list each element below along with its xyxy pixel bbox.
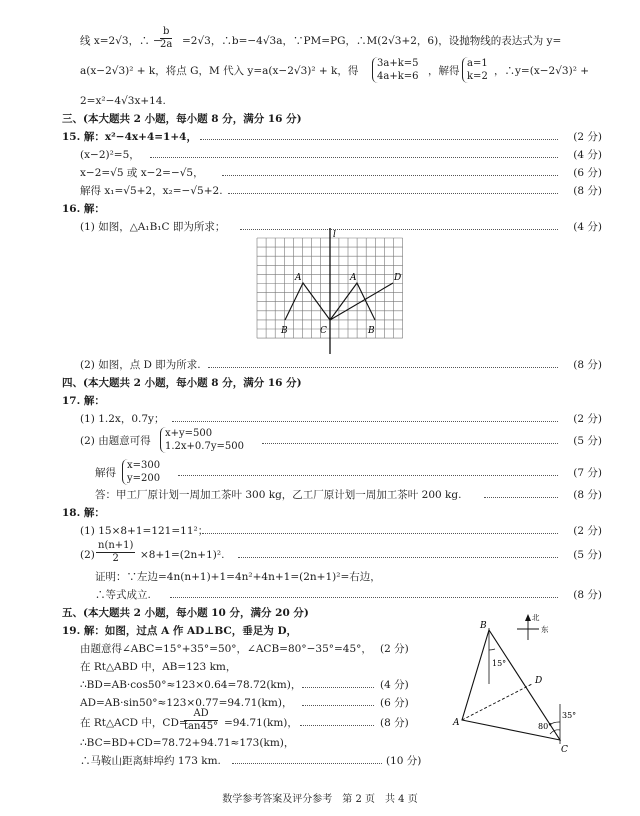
label-east: 东 xyxy=(541,625,549,634)
fraction-denominator: 2 xyxy=(112,553,119,564)
q19-line-7: ∴BC=BD+CD=78.72+94.71≈173(km)， xyxy=(80,737,295,749)
q16-line-2: (2) 如图，点 D 即为所求. xyxy=(80,359,201,371)
score: (8 分) xyxy=(573,489,602,501)
answer-line xyxy=(0,586,640,604)
answer-line xyxy=(0,568,640,586)
dot-leader xyxy=(232,763,382,764)
q17-line-4: 答：甲工厂原计划一周加工茶叶 300 kg，乙工厂原计划一周加工茶叶 200 kg. xyxy=(95,489,462,501)
label-b: B xyxy=(480,621,487,631)
answer-line xyxy=(0,356,640,374)
equation: 3a+k=5 xyxy=(377,58,419,69)
equation-system xyxy=(462,57,488,83)
answer-line xyxy=(0,392,640,410)
dot-leader xyxy=(302,687,374,688)
fraction-numerator: b xyxy=(160,26,172,39)
answer-line xyxy=(0,58,640,82)
q18-line-1: (1) 15×8+1=121=11²； xyxy=(80,525,209,537)
answer-line xyxy=(0,164,640,182)
answer-line xyxy=(0,540,640,564)
equation: x+y=500 xyxy=(165,428,213,439)
dot-leader xyxy=(202,533,558,534)
score: (4 分) xyxy=(380,679,409,691)
top-line-2a: a(x−2√3)² + k，将点 G，M 代入 y=a(x−2√3)² + k，得 xyxy=(80,65,359,77)
dot-leader xyxy=(262,443,558,444)
dot-leader xyxy=(300,725,374,726)
label-c: C xyxy=(320,326,327,336)
q15-line-1: 15. 解：x²−4x+4=1+4， xyxy=(62,131,197,143)
q19-line-5: AD=AB·sin50°≈123×0.77=94.71(km)， xyxy=(80,697,293,709)
answer-line xyxy=(0,182,640,200)
label-north: 北 xyxy=(532,613,540,622)
q15-line-2: (x−2)²=5， xyxy=(80,149,140,161)
fraction-n-n1-over-2 xyxy=(96,540,135,565)
answer-line xyxy=(0,146,640,164)
top-line-1a: 线 x=2√3，∴ − xyxy=(80,35,162,47)
label-d: D xyxy=(394,273,402,283)
score: (5 分) xyxy=(573,435,602,447)
top-line-2b: ，解得 xyxy=(428,65,460,77)
q19-line-8: ∴马鞍山距离蚌埠约 173 km. xyxy=(80,755,221,767)
q19-line-2: 由题意得∠ABC=15°+35°=50°，∠ACB=80°−35°=45°， xyxy=(80,643,372,655)
angle-35-label: 35° xyxy=(562,711,577,720)
equation: y=200 xyxy=(127,473,161,484)
top-line-2c: ，∴y=(x−2√3)² + xyxy=(494,65,590,77)
q18-line-3: 证明：∵左边=4n(n+1)+1=4n²+4n+1=(2n+1)²=右边， xyxy=(95,571,381,583)
q16-line-1: (1) 如图，△A₁B₁C 即为所求； xyxy=(80,221,226,233)
label-b: B xyxy=(281,326,288,336)
score: (8 分) xyxy=(380,717,409,729)
q19-line-6a: 在 Rt△ACD 中，CD= xyxy=(80,717,188,729)
score: (2 分) xyxy=(380,643,409,655)
answer-line xyxy=(0,410,640,428)
q19-line-1: 19. 解：如图，过点 A 作 AD⊥BC，垂足为 D， xyxy=(62,625,298,637)
equation-system xyxy=(372,57,419,83)
dot-leader xyxy=(170,597,558,598)
answer-line xyxy=(0,428,640,452)
q19-line-6b: =94.71(km)， xyxy=(224,717,298,729)
q18-line-2b: ×8+1=(2n+1)². xyxy=(140,549,225,561)
dot-leader xyxy=(150,157,558,158)
score: (4 分) xyxy=(573,149,602,161)
label-l: l xyxy=(333,230,336,240)
answer-line xyxy=(0,522,640,540)
dot-leader xyxy=(302,705,374,706)
equation-system xyxy=(122,459,160,485)
answer-line xyxy=(0,460,640,484)
score: (2 分) xyxy=(573,525,602,537)
equation-system xyxy=(160,427,244,453)
fraction-ad-over-tan45 xyxy=(184,708,218,733)
q17-line-2: (2) 由题意可得 xyxy=(80,435,151,447)
score: (10 分) xyxy=(386,755,422,767)
dot-leader xyxy=(178,475,558,476)
section-4-title: 四、(本大题共 2 小题，每小题 8 分，满分 16 分) xyxy=(62,377,302,389)
q17-head: 17. 解： xyxy=(62,395,105,407)
dot-leader xyxy=(238,557,558,558)
score: (6 分) xyxy=(380,697,409,709)
score: (8 分) xyxy=(573,589,602,601)
q18-line-4: ∴等式成立. xyxy=(95,589,151,601)
answer-line xyxy=(0,92,640,110)
label-b1: B xyxy=(368,326,375,336)
altitude-ad xyxy=(462,684,532,720)
q15-line-4: 解得 x₁=√5+2，x₂=−√5+2. xyxy=(80,185,223,197)
q18-head: 18. 解： xyxy=(62,507,105,519)
label-a: A xyxy=(295,273,302,283)
q16-head: 16. 解： xyxy=(62,203,105,215)
angle-80-label: 80° xyxy=(538,722,553,731)
label-c: C xyxy=(561,745,568,755)
q17-line-3: 解得 xyxy=(95,467,116,479)
answer-line xyxy=(0,486,640,504)
equation: a=1 xyxy=(467,58,488,69)
equation: 4a+k=6 xyxy=(377,71,419,82)
dot-leader xyxy=(484,497,558,498)
dot-leader xyxy=(222,175,558,176)
answer-line xyxy=(0,504,640,522)
score: (4 分) xyxy=(573,221,602,233)
label-d: D xyxy=(535,676,543,686)
q17-line-1: (1) 1.2x，0.7y； xyxy=(80,413,165,425)
answer-line xyxy=(0,128,640,146)
equation: x=300 xyxy=(127,460,161,471)
fraction-denominator: tan45° xyxy=(184,721,219,732)
dot-leader xyxy=(228,193,558,194)
score: (5 分) xyxy=(573,549,602,561)
equation: 1.2x+0.7y=500 xyxy=(165,441,244,452)
score: (7 分) xyxy=(573,467,602,479)
section-5-title: 五、(本大题共 2 小题，每小题 10 分，满分 20 分) xyxy=(62,607,309,619)
north-arrow-icon xyxy=(525,614,531,621)
fraction-denominator: 2a xyxy=(160,39,173,50)
page-footer: 数学参考答案及评分参考 第 2 页 共 4 页 xyxy=(222,794,418,805)
fraction-numerator: AD xyxy=(184,708,218,721)
q19-figure xyxy=(448,612,593,762)
q19-line-3: 在 Rt△ABD 中，AB=123 km， xyxy=(80,661,237,673)
q15-line-3: x−2=√5 或 x−2=−√5， xyxy=(80,167,204,179)
score: (6 分) xyxy=(573,167,602,179)
score: (8 分) xyxy=(573,185,602,197)
angle-15-label: 15° xyxy=(492,659,507,668)
top-line-3: 2=x²−4√3x+14. xyxy=(80,95,166,107)
label-a: A xyxy=(453,718,460,728)
score: (2 分) xyxy=(573,413,602,425)
score: (8 分) xyxy=(573,359,602,371)
section-3-title: 三、(本大题共 2 小题，每小题 8 分，满分 16 分) xyxy=(62,113,302,125)
top-line-1b: =2√3，∴b=−4√3a，∵PM=PG，∴M(2√3+2，6)，设抛物线的表达式为 y= xyxy=(182,35,562,47)
fraction-numerator: n(n+1) xyxy=(98,540,134,551)
score: (2 分) xyxy=(573,131,602,143)
dot-leader xyxy=(172,421,558,422)
grid-figure xyxy=(248,228,418,360)
section-title xyxy=(0,374,640,392)
q18-line-2a: (2) xyxy=(80,549,95,561)
angle-arc-b xyxy=(489,649,495,650)
answer-line xyxy=(0,200,640,218)
fraction-b-over-2a xyxy=(160,26,172,51)
answer-line xyxy=(0,26,640,50)
dot-leader xyxy=(200,139,558,140)
q19-line-4: ∴BD=AB·cos50°≈123×0.64=78.72(km)， xyxy=(80,679,302,691)
section-title xyxy=(0,110,640,128)
dot-leader xyxy=(208,367,558,368)
equation: k=2 xyxy=(467,71,488,82)
label-a1: A xyxy=(350,273,357,283)
